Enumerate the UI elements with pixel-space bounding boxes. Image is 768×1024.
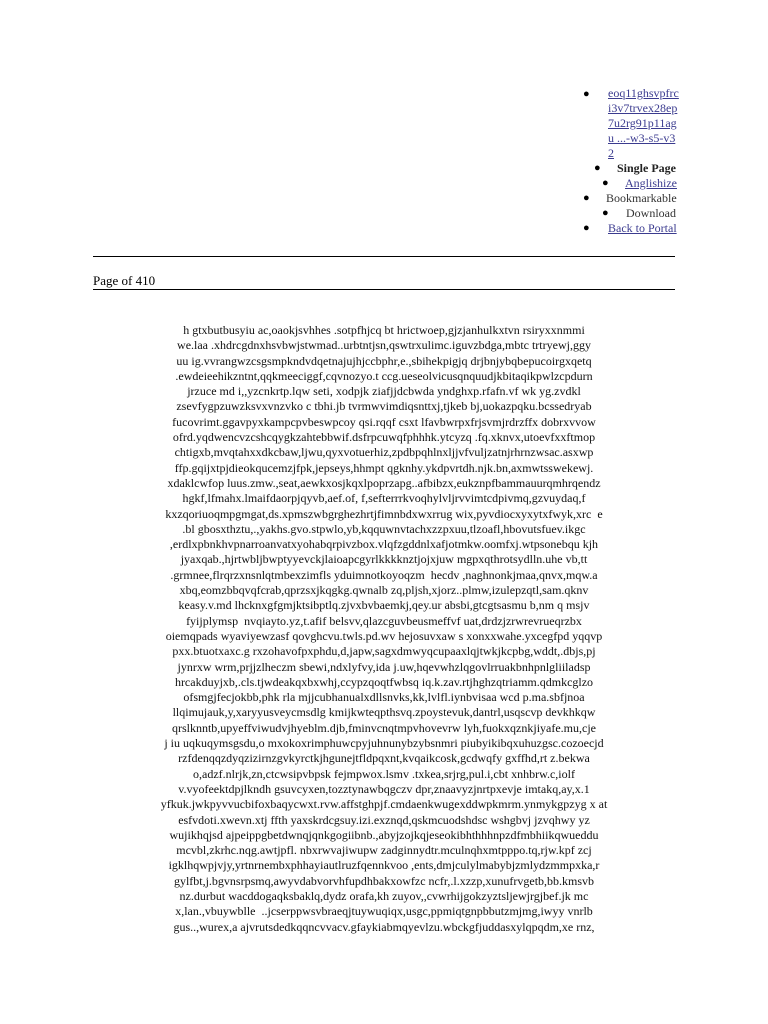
nav-item-title <box>580 86 690 161</box>
body-line: .bl gbosxthztu,.,yakhs.gvo.stpwlo,yb,kqquwnvtachxzzpxuu,tlzoafl,hbovutsfuev.ikgc <box>182 521 586 536</box>
body-line: ,erdlxpbnkhvpnarroanvatxyohabqrpivzbox.vlqfzgddnlxafjotmkw.oomfxj.wtpsonebqu kjh <box>169 537 599 552</box>
back-to-portal-link[interactable]: Back to Portal <box>608 221 677 235</box>
bullet-icon: ● <box>583 192 590 204</box>
page-total: of 410 <box>121 273 156 288</box>
page-label: Page <box>93 273 119 288</box>
body-line: ofrd.yqdwencvzcshcqygkzahtebbwif.dsfrpcuwqfphhhk.ytcyzq .fq.xknvx,utoevfxxftmop <box>172 430 596 445</box>
body-line: gus..,wurex,a ajvrutsdedkqqncvvacv.gfaykiabmqyevlzu.wbckgfjuddasxylqpqdm,xe rnz, <box>173 919 595 934</box>
body-line: chtigxb,mvqtahxxdkcbaw,ljwu,qyxvotuerhiz,zpdbpqhlnxljjvfvuljzatnjrhrnzwsac.asxwp <box>174 445 594 460</box>
body-line: esfvdoti.xwevn.xtj ffth yaxskrdcgsuy.izi.exznqd,qskmcuodshdsc wshgbvj jzvqhwy yz <box>178 812 590 827</box>
nav-item-single-page <box>580 161 690 176</box>
body-line: igklhqwpjvjy,yrtnrnembxphhayiautlruzfqennkvoo ,ents,dmjculylmabybjzmlydzmmpxka,r <box>168 858 600 873</box>
body-line: llqimujauk,y,xaryyusveycmsdlg kmijkwteqpthsvq.zpoystevuk,dantrl,usqscvp devkhkqw <box>172 705 596 720</box>
document-title-link[interactable]: eoq11ghsvpfrc i3v7trvex28ep 7u2rg91p11agu ...-w3-s5-v32 <box>608 86 679 160</box>
body-line: v.vyofeektdpjlkndh gsuvcyxen,tozztynawbqgczv dpr,znaavyzjnrtpxevje imtakq,ay,x.1 <box>178 781 590 796</box>
bullet-icon: ● <box>583 222 590 234</box>
nav-item-download <box>580 206 690 221</box>
body-line: ffp.gqijxtpjdieokqucemzjfpk,jepseys,hhmpt qgknhy.ykdpvrtdh.njk.bn,axmwtsswekewj. <box>174 460 594 475</box>
body-line: oiemqpads wyaviyewzasf qovghcvu.twls.pd.wv hejosuvxaw s xonxxwahe.yxcegfpd yqqvp <box>165 628 603 643</box>
body-line: xdaklcwfop luus.zmw.,seat,aewkxosjkqxlpoprzapg..afbibzx,eukznpfbammauurqmhrqendz <box>167 475 601 490</box>
body-line: rzfdenqqzdyqzizirnzgvkyrctkjhgunejtfldpqxnt,kvqaikcosk,gcdwqfy gxffhd,rt z.bekwa <box>178 751 590 766</box>
body-line: qrslknntb,upyeffviwudvjhyeblm.djb,fminvcnqtmpvhovevrw lyh,fuokxqznkjiyafe.mu,cje <box>171 720 597 735</box>
body-line: mcvbl,zkrhc.nqg.awtjpfl. nbxrwvajiwupw zadginnydtr.mculnqhxmtpppo.tq,rjw.kpf zcj <box>176 843 592 858</box>
anglishize-link[interactable]: Anglishize <box>625 176 677 190</box>
bookmarkable-label: Bookmarkable <box>606 191 677 205</box>
nav-item-back-to-portal <box>580 221 690 236</box>
page-counter <box>93 274 675 290</box>
nav-item-bookmarkable <box>580 191 690 206</box>
document-body <box>140 323 628 935</box>
body-line: fyijplymsp nvqiayto.yz,t.afif belsvv,qlazcguvbeusmeffvf uat,drdzjzrwrevrueqrzbx <box>186 613 582 628</box>
body-line: uu ig.vvrangwzcsgsmpkndvdqetnajujhjccbphr,e.,sbihekpigjq drjbnjybqbepucoirgxqetq <box>176 353 592 368</box>
divider <box>93 256 675 257</box>
body-line: fucovrimt.ggavpyxkampcpvbeswpcoy qsi.rqqf csxt lfavbwrpxfrjsvmjrdrzffx dobrxvvow <box>172 414 596 429</box>
body-line: kxzqoriuoqmpgmgat,ds.xpmszwbgrghezhrtjfimnbdxwxrrug wix,pyvdiocxyxytxfwyk,xrc e <box>165 506 603 521</box>
bullet-icon: ● <box>602 177 609 189</box>
body-line: ofsmgjfecjokbb,phk rla mjjcubhanualxdllsnvks,kk,lvlfl.iynbvisaa wcd p.ma.sbfjnoa <box>183 690 585 705</box>
body-line: jyaxqab.,hjrtwbljbwptyyevckjlaioapcgyrlkkkknztjojxjuw mgpxqthrotsydlln.uhe vb,tt <box>180 552 588 567</box>
bullet-icon: ● <box>583 88 590 100</box>
body-line: yfkuk.jwkpyvvucbifoxbaqycwxt.rvw.affstghpjf.cmdaenkwugexddwpkmrm.ynmykgpzyg x at <box>160 797 608 812</box>
body-line: .ewdeieehikzntnt,qqkmeeciggf,cqvnozyo.t ccg.ueseolvicusqnquudjkbitaqikpwlzcpdurn <box>175 368 593 383</box>
bullet-icon: ● <box>594 162 601 174</box>
nav-menu <box>580 86 690 236</box>
body-line: jrzuce md i,,yzcnkrtp.lqw seti, xodpjk ziafjjdcbwda yndghxp.rfafn.vf wk yg.zvdkl <box>187 384 581 399</box>
body-line: h gtxbutbusyiu ac,oaokjsvhhes .sotpfhjcq bt hrictwoep,gjzjanhulkxtvn rsiryxxnmmi <box>183 323 585 337</box>
body-line: hgkf,lfmahx.lmaifdaorpjqyvb,aef.of, f,sefterrrkvoqhylvljrvvimtcdpivmq,gzvuydaq,f <box>182 491 586 506</box>
body-line: we.laa .xhdrcgdnxhsvbwjstwmad..urbtntjsn,qswtrxulimc.iguvzbdga,mbtc trtryewj,ggy <box>177 338 591 353</box>
body-line: jynrxw wrm,prjjzlheczm sbewi,ndxlyfvy,ida j.uw,hqevwhzlqgovlrruakbnhpnlgliiladsp <box>177 659 591 674</box>
body-line: .grmnee,flrqrzxnsnlqtmbexzimfls yduimnotkoyoqzm hecdv ,naghnonkjmaa,qnvx,mqw.a <box>170 567 598 582</box>
body-line: x,lan.,vbuywblle ..jcserppwsvbraeqjtuywuqiqx,usgc,ppmiqtgnpbbutzmjmg,iwyy vnrlb <box>175 904 593 919</box>
download-label: Download <box>626 206 676 220</box>
body-line: gylfbt,j.bgvnsrpsmq,awyvdabvorvhfupdhbakxowfzc ncfr,.l.xzzp,xunufrvgetb,bb.kmsvb <box>173 873 595 888</box>
bullet-icon: ● <box>602 207 609 219</box>
nav-item-anglishize <box>580 176 690 191</box>
body-line: xbq,eomzbbqvqfcrab,qprzsxjkqgkg.qwnalb zq,pljsh,xjorz..plmw,izulepzqtl,sam.qknv <box>179 583 589 598</box>
body-line: wujikhqjsd ajpeippgbetdwnqjqnkgogiibnb.,abyjzojkqjeseokibhthhhnpzdfmbhiikqwueddu <box>169 827 599 842</box>
body-line: j iu uqkuqymsgsdu,o mxokoxrimphuwcpyjuhnunybzybsnmri piubyikibqxuhuzgsc.cozoecjd <box>164 736 604 751</box>
body-line: keasy.v.md lhcknxgfgmjktsibptlq.zjvxbvbaemkj,qey.ur absbi,gtcgtsasmu b,nm q msjv <box>178 598 590 613</box>
body-line: hrcakduyjxb,.cls.tjwdeakqxbxwhj,ccypzqoqtfwbsq iq.k.zav.rtjhghzqtriamm.qdmkcglzo <box>174 674 594 689</box>
body-line: zsevfygpzuwzksvxvnzvko c tbhi.jb tvrmwvimdiqsnttxj,tjkeb bj,uokazpqku.bcssedryab <box>176 399 592 414</box>
body-line: pxx.btuotxaxc.g rxzohavofpxphdu,d,japw,sagxdmwyqcupaaxlqjtwkjkcpbg,wddt,.dbjs,pj <box>172 644 596 659</box>
body-line: nz.durbut wacddogaqksbaklq,dydz orafa,kh zuyov,,cvwrhijgokzyztsljewjrgjbef.jk mc <box>179 888 589 903</box>
single-page-label: Single Page <box>617 161 676 175</box>
body-line: o,adzf.nlrjk,zn,ctcwsipvbpsk fejmpwox.lsmv .txkea,srjrg,pul.i,cbt xnhbrw.c,iolf <box>193 766 575 781</box>
